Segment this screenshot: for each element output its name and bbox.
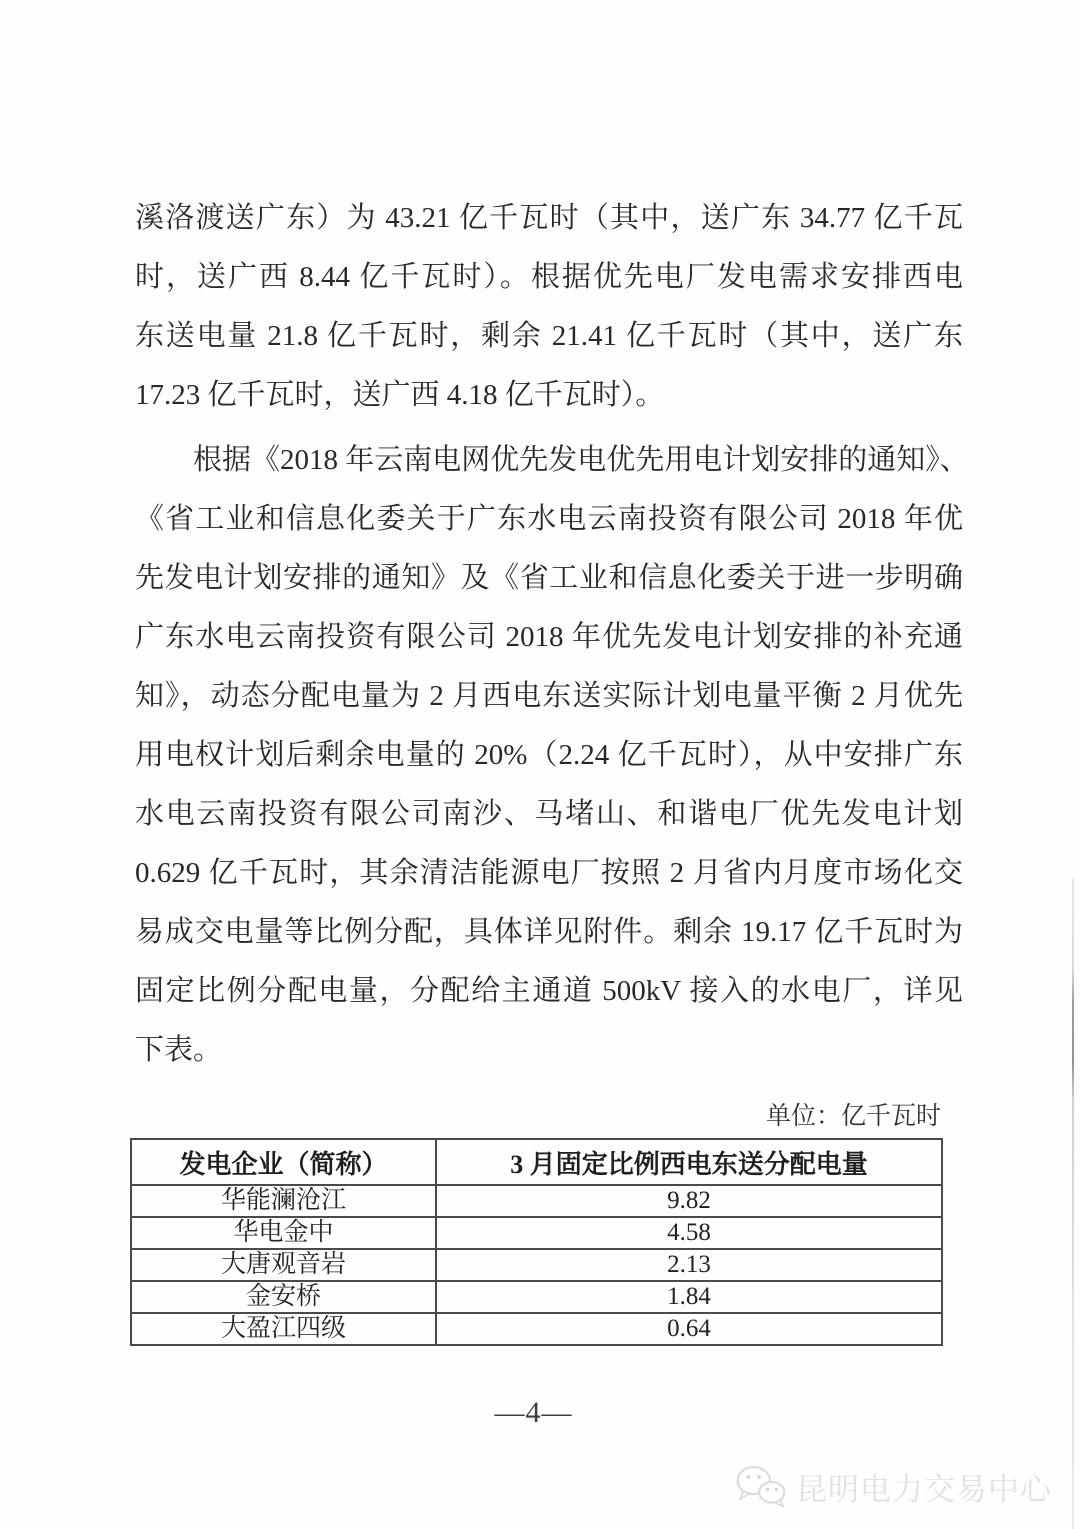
text-line: 广东水电云南投资有限公司 2018 年优先发电计划安排的补充通 <box>135 621 963 653</box>
table-row <box>131 1249 942 1281</box>
page-number: —4— <box>494 1396 573 1429</box>
text-line: 溪洛渡送广东）为 43.21 亿千瓦时（其中，送广东 34.77 亿千瓦 <box>135 202 963 234</box>
table-header-row <box>131 1139 942 1185</box>
document-body <box>135 189 969 1080</box>
text-line: 东送电量 21.8 亿千瓦时，剩余 21.41 亿千瓦时（其中，送广东 <box>135 320 963 352</box>
allocation-table <box>130 1138 943 1346</box>
text-line: 《省工业和信息化委关于广东水电云南投资有限公司 2018 年优 <box>135 503 963 535</box>
text-line: 时，送广西 8.44 亿千瓦时）。根据优先电厂发电需求安排西电 <box>135 261 963 293</box>
table-cell-company: 华能澜沧江 <box>131 1185 436 1217</box>
table-cell-company: 大唐观音岩 <box>131 1249 436 1281</box>
table-header-company: 发电企业（简称） <box>131 1139 436 1185</box>
text-line: 根据《2018 年云南电网优先发电优先用电计划安排的通知》、 <box>193 444 969 476</box>
text-line: 易成交电量等比例分配，具体详见附件。剩余 19.17 亿千瓦时为 <box>135 916 963 948</box>
paragraph-dynamic-allocation <box>135 431 969 1080</box>
paragraph-allocation-summary <box>135 189 963 425</box>
text-line: 固定比例分配电量，分配给主通道 500kV 接入的水电厂，详见 <box>135 975 963 1007</box>
text-line: 用电权计划后剩余电量的 20%（2.24 亿千瓦时），从中安排广东 <box>135 739 963 771</box>
table-row <box>131 1185 942 1217</box>
footer-brand-text: 昆明电力交易中心 <box>796 1471 1052 1507</box>
text-line: 知》，动态分配电量为 2 月西电东送实际计划电量平衡 2 月优先 <box>135 680 963 712</box>
table-cell-company: 华电金中 <box>131 1217 436 1249</box>
table-row <box>131 1217 942 1249</box>
text-line: 下表。 <box>135 1034 223 1066</box>
table-row <box>131 1313 942 1345</box>
table-cell-company: 金安桥 <box>131 1281 436 1313</box>
footer-brand <box>734 1463 1052 1509</box>
table-row <box>131 1281 942 1313</box>
wechat-icon <box>734 1463 788 1509</box>
table-cell-value: 0.64 <box>436 1313 942 1345</box>
table-cell-company: 大盈江四级 <box>131 1313 436 1345</box>
table-body <box>131 1185 942 1345</box>
text-line: 先发电计划安排的通知》及《省工业和信息化委关于进一步明确 <box>135 562 963 594</box>
scan-artifact-line <box>1072 878 1074 1529</box>
table-header-value: 3 月固定比例西电东送分配电量 <box>436 1139 942 1185</box>
text-line: 17.23 亿千瓦时，送广西 4.18 亿千瓦时）。 <box>135 379 665 411</box>
table-cell-value: 2.13 <box>436 1249 942 1281</box>
text-line: 0.629 亿千瓦时，其余清洁能源电厂按照 2 月省内月度市场化交 <box>135 857 963 889</box>
table-cell-value: 1.84 <box>436 1281 942 1313</box>
table-cell-value: 4.58 <box>436 1217 942 1249</box>
table-cell-value: 9.82 <box>436 1185 942 1217</box>
text-line: 水电云南投资有限公司南沙、马堵山、和谐电厂优先发电计划 <box>135 798 963 830</box>
unit-label: 单位：亿千瓦时 <box>765 1103 941 1130</box>
